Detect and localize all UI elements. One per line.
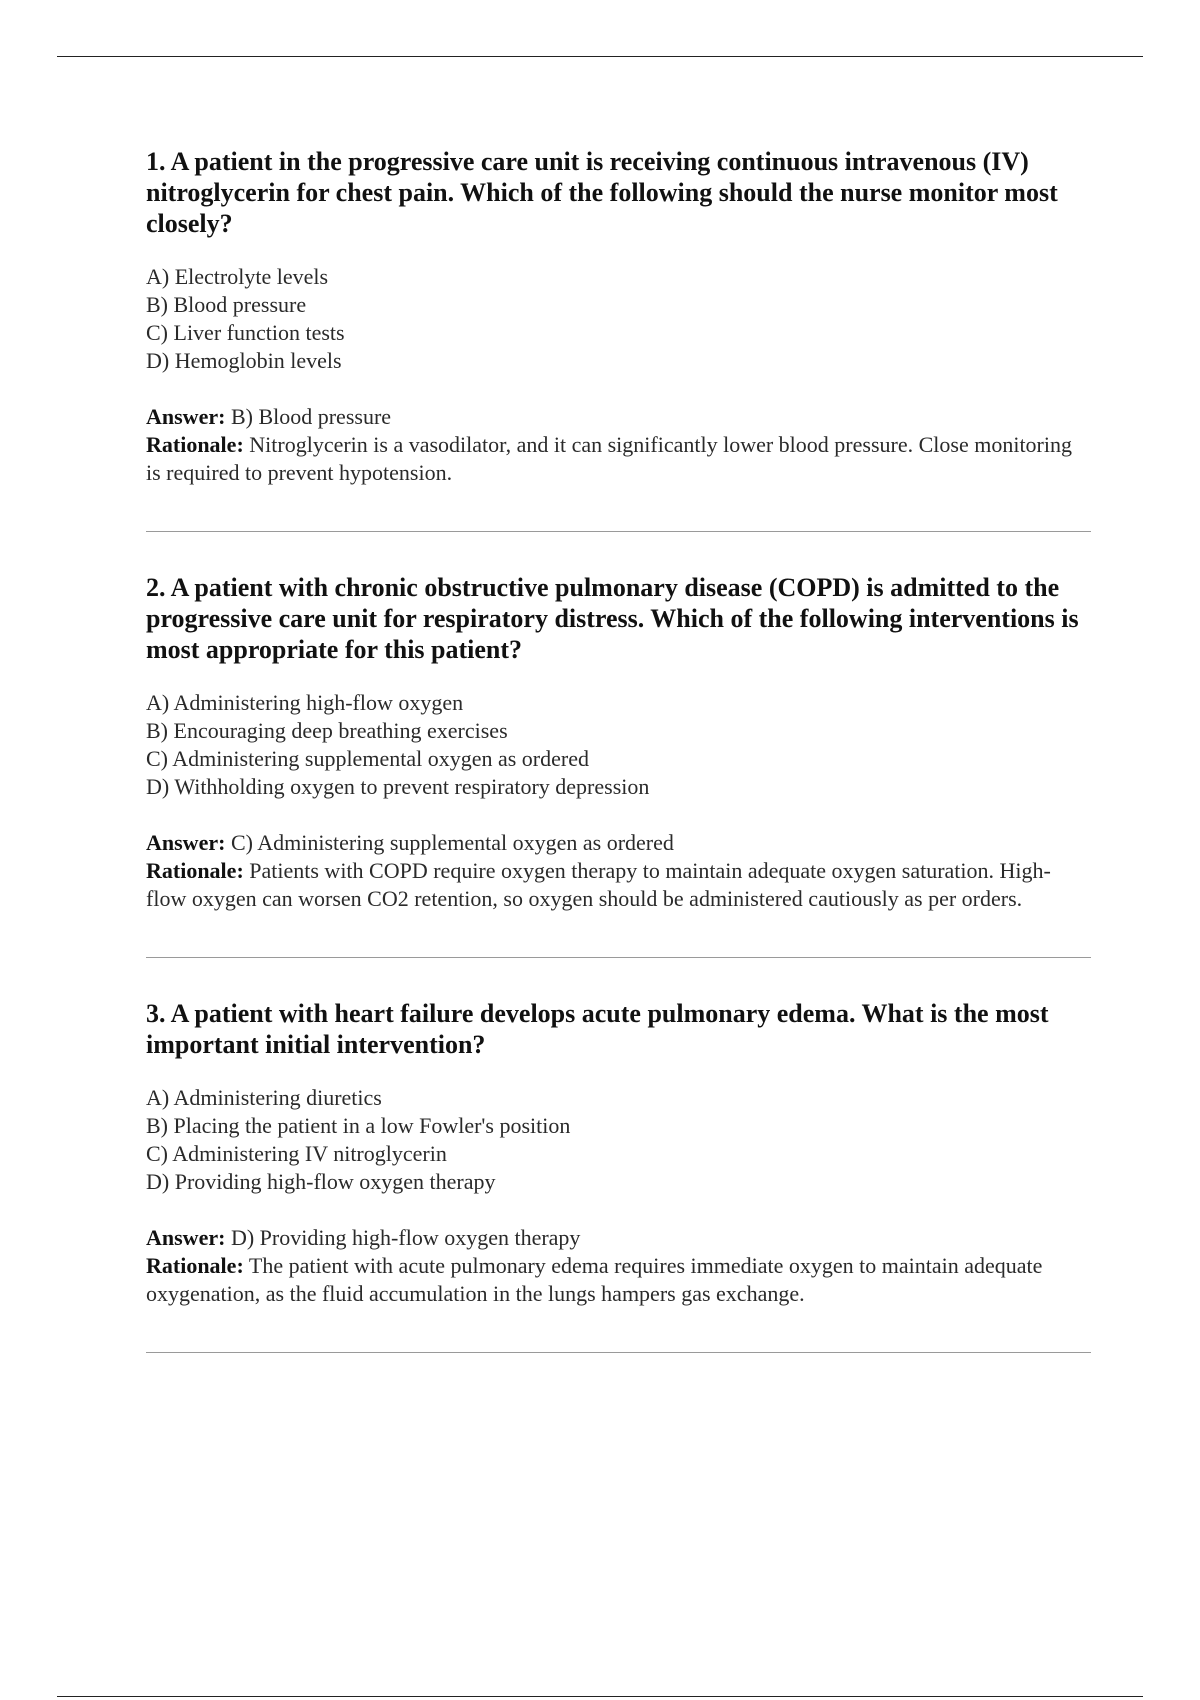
option-d: D) Hemoglobin levels bbox=[146, 348, 342, 373]
rationale-label: Rationale: bbox=[146, 858, 244, 883]
option-a: A) Administering diuretics bbox=[146, 1085, 382, 1110]
answer-label: Answer: bbox=[146, 1225, 226, 1250]
option-b: B) Blood pressure bbox=[146, 292, 307, 317]
option-c: C) Administering supplemental oxygen as ordered bbox=[146, 746, 589, 771]
option-d: D) Withholding oxygen to prevent respiratory depression bbox=[146, 774, 650, 799]
option-b: B) Encouraging deep breathing exercises bbox=[146, 718, 508, 743]
option-list bbox=[146, 1084, 1091, 1196]
section-divider bbox=[146, 531, 1091, 532]
question-text: 2. A patient with chronic obstructive pulmonary disease (COPD) is admitted to the progressive care unit for respiratory distress. Which of the following interventions is most appropriate for this patient? bbox=[146, 573, 1079, 664]
rationale-label: Rationale: bbox=[146, 1253, 244, 1278]
option-list bbox=[146, 263, 1091, 375]
question-block-3 bbox=[146, 998, 1091, 1308]
question-text: 1. A patient in the progressive care unit is receiving continuous intravenous (IV) nitroglycerin for chest pain. Which of the following should the nurse monitor most closely? bbox=[146, 147, 1058, 238]
page-header-rule bbox=[57, 56, 1143, 57]
document-body bbox=[146, 146, 1091, 1393]
answer-line bbox=[146, 1224, 1091, 1252]
option-d: D) Providing high-flow oxygen therapy bbox=[146, 1169, 496, 1194]
option-c: C) Liver function tests bbox=[146, 320, 345, 345]
answer-line bbox=[146, 829, 1091, 857]
answer-value: C) Administering supplemental oxygen as ordered bbox=[230, 830, 674, 855]
rationale-line bbox=[146, 857, 1091, 913]
answer-label: Answer: bbox=[146, 830, 226, 855]
rationale-line bbox=[146, 431, 1091, 487]
question-text: 3. A patient with heart failure develops acute pulmonary edema. What is the most important initial intervention? bbox=[146, 999, 1049, 1059]
answer-value: B) Blood pressure bbox=[230, 404, 392, 429]
rationale-text: Nitroglycerin is a vasodilator, and it can significantly lower blood pressure. Close monitoring is required to prevent hypotension. bbox=[146, 432, 1072, 485]
option-c: C) Administering IV nitroglycerin bbox=[146, 1141, 447, 1166]
rationale-text: The patient with acute pulmonary edema requires immediate oxygen to maintain adequate oxygenation, as the fluid accumulation in the lungs hampers gas exchange. bbox=[146, 1253, 1043, 1306]
section-divider bbox=[146, 957, 1091, 958]
option-a: A) Electrolyte levels bbox=[146, 264, 329, 289]
question-block-2 bbox=[146, 572, 1091, 913]
rationale-line bbox=[146, 1252, 1091, 1308]
answer-line bbox=[146, 403, 1091, 431]
option-list bbox=[146, 689, 1091, 801]
option-a: A) Administering high-flow oxygen bbox=[146, 690, 464, 715]
option-b: B) Placing the patient in a low Fowler's position bbox=[146, 1113, 571, 1138]
rationale-label: Rationale: bbox=[146, 432, 244, 457]
answer-value: D) Providing high-flow oxygen therapy bbox=[230, 1225, 581, 1250]
section-divider bbox=[146, 1352, 1091, 1353]
answer-label: Answer: bbox=[146, 404, 226, 429]
page-footer-rule bbox=[57, 1696, 1143, 1697]
question-block-1 bbox=[146, 146, 1091, 487]
rationale-text: Patients with COPD require oxygen therapy to maintain adequate oxygen saturation. High-flow oxygen can worsen CO2 retention, so oxygen should be administered cautiously as per orders. bbox=[146, 858, 1051, 911]
